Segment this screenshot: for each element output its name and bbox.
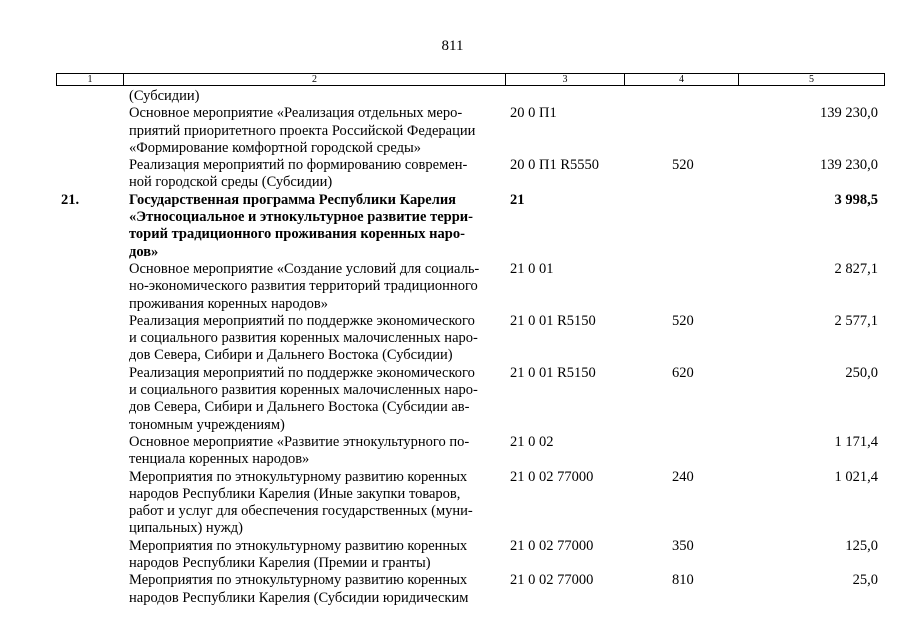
row-name [129,469,499,538]
table-row [0,88,905,105]
row-amount: 1 021,4 [834,468,878,485]
row-name-line: народов Республики Карелия (Иные закупки товаров, [129,485,461,502]
row-expense-type: 350 [672,537,694,554]
row-name [129,192,499,261]
row-name-line: дов Севера, Сибири и Дальнего Востока (Субсидии) [129,347,453,364]
table-row [0,434,905,469]
row-name [129,313,499,365]
row-amount: 139 230,0 [820,105,878,122]
row-name-line: Реализация мероприятий по формированию современ- [129,157,468,174]
row-target-code: 20 0 П1 R5550 [510,157,600,174]
row-amount: 25,0 [852,572,878,589]
row-name-line: торий традиционного проживания коренных наро- [129,226,465,243]
column-header-4: 4 [624,73,738,86]
budget-table-body [0,88,905,607]
row-name-line: Основное мероприятие «Создание условий для социаль- [129,260,480,277]
row-name-line: дов» [129,243,159,260]
row-name-line: и социального развития коренных малочисленных наро- [129,330,478,347]
row-target-code: 21 0 02 77000 [510,572,594,589]
row-amount: 250,0 [845,364,878,381]
table-row [0,365,905,434]
table-row [0,538,905,573]
row-expense-type: 810 [672,572,694,589]
table-row [0,469,905,538]
row-name [129,261,499,313]
row-name [129,88,499,105]
row-target-code: 21 0 02 [510,433,554,450]
row-name-line: тономным учреждениям) [129,416,285,433]
row-amount: 3 998,5 [834,191,878,208]
table-row [0,157,905,192]
row-expense-type: 520 [672,157,694,174]
row-target-code: 21 0 01 R5150 [510,364,596,381]
row-target-code: 21 0 01 [510,260,554,277]
row-name [129,434,499,469]
row-name-line: Основное мероприятие «Реализация отдельных меро- [129,105,463,122]
row-expense-type: 520 [672,312,694,329]
row-target-code: 21 0 01 R5150 [510,312,596,329]
row-name-line: (Субсидии) [129,88,200,104]
row-target-code: 21 0 02 77000 [510,537,594,554]
row-amount: 139 230,0 [820,157,878,174]
row-name-line: ципальных) нужд) [129,520,243,537]
row-name-line: Мероприятия по этнокультурному развитию коренных [129,572,468,589]
column-header-2: 2 [123,73,505,86]
row-amount: 2 827,1 [834,260,878,277]
row-expense-type: 620 [672,364,694,381]
row-name [129,157,499,192]
row-name-line: работ и услуг для обеспечения государственных (муни- [129,503,473,520]
row-name-line: приятий приоритетного проекта Российской Федерации [129,122,476,139]
page-number: 811 [441,38,464,54]
row-expense-type: 240 [672,468,694,485]
row-name-line: Реализация мероприятий по поддержке экономического [129,312,475,329]
table-row [0,192,905,261]
table-row [0,261,905,313]
table-row [0,105,905,157]
row-number: 21. [61,191,80,208]
row-name-line: но-экономического развития территорий традиционного [129,278,478,295]
row-name-line: тенциала коренных народов» [129,451,310,468]
row-name [129,105,499,157]
row-name-line: «Этносоциальное и этнокультурное развитие терри- [129,209,473,226]
table-row [0,313,905,365]
row-amount: 1 171,4 [834,433,878,450]
row-name-line: и социального развития коренных малочисленных наро- [129,382,478,399]
column-header-1: 1 [56,73,123,86]
row-name [129,572,499,607]
column-header-3: 3 [505,73,624,86]
row-name-line: Основное мероприятие «Развитие этнокультурного по- [129,433,470,450]
row-name [129,365,499,434]
row-name-line: «Формирование комфортной городской среды» [129,139,421,156]
row-name-line: проживания коренных народов» [129,295,328,312]
row-amount: 125,0 [845,537,878,554]
row-name-line: Реализация мероприятий по поддержке экономического [129,364,475,381]
row-name-line: народов Республики Карелия (Премии и гранты) [129,555,431,572]
table-row [0,572,905,607]
column-header-5: 5 [738,73,885,86]
row-name-line: Мероприятия по этнокультурному развитию коренных [129,468,468,485]
row-target-code: 20 0 П1 [510,105,557,122]
row-name-line: Мероприятия по этнокультурному развитию коренных [129,537,468,554]
row-name [129,538,499,573]
row-name-line: народов Республики Карелия (Субсидии юридическим [129,589,469,606]
row-target-code: 21 [510,191,525,208]
row-name-line: ной городской среды (Субсидии) [129,174,333,191]
row-name-line: дов Севера, Сибири и Дальнего Востока (Субсидии ав- [129,399,470,416]
row-amount: 2 577,1 [834,312,878,329]
row-name-line: Государственная программа Республики Карелия [129,191,457,208]
row-target-code: 21 0 02 77000 [510,468,594,485]
